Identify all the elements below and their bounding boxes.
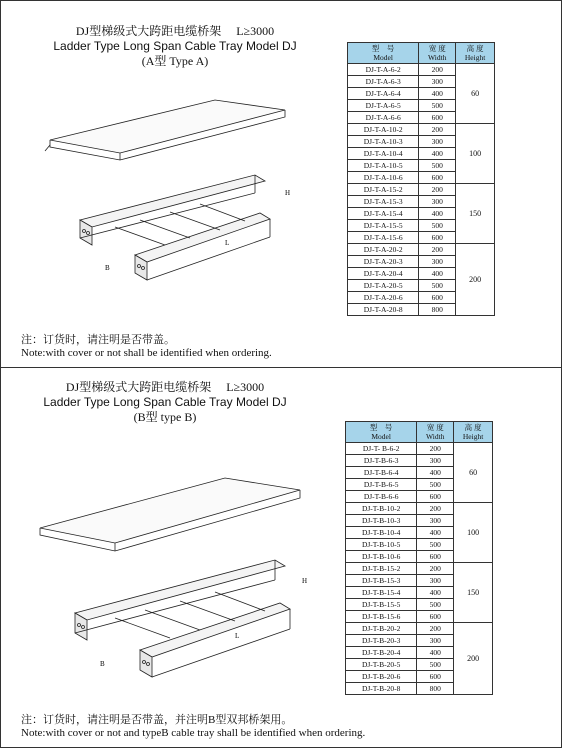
section-type-b [0, 368, 562, 748]
note-cn: 注：订货时，请注明是否带盖，并注明B型双邦桥架用。 [21, 714, 293, 726]
cell-width: 500 [417, 479, 454, 491]
cell-model: DJ-T-B-15-5 [346, 599, 417, 611]
cell-height: 100 [454, 503, 493, 563]
cell-model: DJ-T-A-20-4 [348, 268, 419, 280]
table-row [348, 124, 495, 136]
cell-width: 300 [417, 515, 454, 527]
cell-width: 800 [417, 683, 454, 695]
cell-width: 500 [417, 539, 454, 551]
cell-width: 400 [419, 268, 456, 280]
cell-width: 500 [419, 220, 456, 232]
col-header-width [417, 422, 454, 443]
cell-model: DJ-T-B-6-4 [346, 467, 417, 479]
title-type: (A型 Type A) [141, 54, 209, 68]
cell-model: DJ-T-B-10-4 [346, 527, 417, 539]
cell-model: DJ-T-A-10-3 [348, 136, 419, 148]
header-height-en: Height [464, 53, 486, 62]
ordering-note [21, 334, 272, 360]
cell-model: DJ-T-A-6-3 [348, 76, 419, 88]
cell-width: 300 [419, 136, 456, 148]
col-header-height [456, 43, 495, 64]
col-header-model [346, 422, 417, 443]
cell-model: DJ-T-A-20-2 [348, 244, 419, 256]
cell-width: 200 [417, 563, 454, 575]
cell-width: 200 [417, 503, 454, 515]
table-row [346, 503, 493, 515]
table-row [346, 623, 493, 635]
table-header-row [346, 422, 493, 443]
cell-height: 200 [454, 623, 493, 695]
cell-width: 300 [419, 196, 456, 208]
cell-model: DJ-T-B-6-3 [346, 455, 417, 467]
cell-width: 300 [419, 76, 456, 88]
cell-model: DJ-T-B-20-8 [346, 683, 417, 695]
cell-width: 600 [417, 671, 454, 683]
cell-width: 800 [419, 304, 456, 316]
dim-label-b: B [105, 264, 110, 272]
note-cn: 注：订货时，请注明是否带盖。 [21, 334, 175, 346]
spec-table [347, 42, 495, 316]
header-width-cn: 宽 度 [428, 44, 446, 53]
note-en: Note:with cover or not and typeB cable tray shall be identified when ordering. [21, 727, 366, 739]
cell-model: DJ-T-B-10-2 [346, 503, 417, 515]
cell-model: DJ-T-B-15-2 [346, 563, 417, 575]
cell-model: DJ-T-A-15-5 [348, 220, 419, 232]
cell-width: 400 [419, 88, 456, 100]
header-height-cn: 高 度 [464, 423, 482, 432]
ordering-note [21, 714, 365, 740]
cell-model: DJ-T-A-15-2 [348, 184, 419, 196]
cell-width: 200 [417, 623, 454, 635]
cell-height: 60 [454, 443, 493, 503]
cell-width: 300 [419, 256, 456, 268]
cell-width: 600 [417, 611, 454, 623]
dim-label-h: H [302, 577, 308, 585]
cell-width: 200 [419, 124, 456, 136]
cell-width: 400 [419, 148, 456, 160]
cable-tray-illustration [40, 95, 300, 295]
cell-width: 500 [417, 599, 454, 611]
title-cn: DJ型梯级式大跨距电缆桥架 L≥3000 [65, 380, 265, 394]
header-width-en: Width [426, 432, 445, 441]
cell-model: DJ-T-B-15-6 [346, 611, 417, 623]
cell-width: 600 [419, 112, 456, 124]
cell-width: 600 [417, 491, 454, 503]
cell-model: DJ-T-B-6-6 [346, 491, 417, 503]
cell-width: 200 [419, 184, 456, 196]
cell-model: DJ-T-A-10-4 [348, 148, 419, 160]
section-type-a [0, 0, 562, 367]
title-cn: DJ型梯级式大跨距电缆桥架 L≥3000 [75, 24, 275, 38]
cell-width: 400 [417, 527, 454, 539]
dim-label-b: B [100, 660, 105, 668]
cell-height: 60 [456, 64, 495, 124]
cell-model: DJ-T- B-6-2 [346, 443, 417, 455]
col-header-model [348, 43, 419, 64]
title-type: (B型 type B) [133, 410, 197, 424]
table-header-row [348, 43, 495, 64]
cell-model: DJ-T-A-6-5 [348, 100, 419, 112]
dim-label-l: L [235, 632, 240, 640]
spec-table [345, 421, 493, 695]
cell-model: DJ-T-B-15-4 [346, 587, 417, 599]
cell-height: 150 [454, 563, 493, 623]
cell-width: 500 [419, 280, 456, 292]
cell-width: 600 [419, 172, 456, 184]
cell-model: DJ-T-B-10-5 [346, 539, 417, 551]
cell-model: DJ-T-A-6-2 [348, 64, 419, 76]
header-model-en: Model [373, 53, 393, 62]
cell-model: DJ-T-A-10-5 [348, 160, 419, 172]
title-en: Ladder Type Long Span Cable Tray Model DJ [53, 39, 297, 53]
cell-width: 400 [417, 467, 454, 479]
cell-model: DJ-T-B-20-6 [346, 671, 417, 683]
cell-width: 300 [417, 575, 454, 587]
header-width-en: Width [428, 53, 447, 62]
section-title [30, 24, 320, 69]
cell-model: DJ-T-A-20-5 [348, 280, 419, 292]
header-height-en: Height [462, 432, 484, 441]
cell-width: 400 [417, 587, 454, 599]
cell-width: 400 [419, 208, 456, 220]
col-header-width [419, 43, 456, 64]
cell-model: DJ-T-A-10-2 [348, 124, 419, 136]
cell-model: DJ-T-B-10-3 [346, 515, 417, 527]
cell-height: 100 [456, 124, 495, 184]
cell-height: 200 [456, 244, 495, 316]
table-row [348, 244, 495, 256]
cell-model: DJ-T-A-6-4 [348, 88, 419, 100]
header-width-cn: 宽 度 [426, 423, 444, 432]
table-row [348, 64, 495, 76]
cell-width: 400 [417, 647, 454, 659]
cell-model: DJ-T-A-20-6 [348, 292, 419, 304]
dim-label-l: L [225, 239, 230, 247]
cell-model: DJ-T-A-6-6 [348, 112, 419, 124]
cell-width: 200 [419, 64, 456, 76]
cell-model: DJ-T-B-20-2 [346, 623, 417, 635]
header-model-cn: 型 号 [371, 44, 395, 53]
table-row [346, 563, 493, 575]
header-model-cn: 型 号 [369, 423, 393, 432]
cell-model: DJ-T-A-20-8 [348, 304, 419, 316]
cell-width: 200 [417, 443, 454, 455]
cell-width: 600 [419, 292, 456, 304]
col-header-height [454, 422, 493, 443]
cell-model: DJ-T-A-10-6 [348, 172, 419, 184]
cell-model: DJ-T-B-10-6 [346, 551, 417, 563]
cell-width: 500 [417, 659, 454, 671]
dim-label-h: H [285, 189, 291, 197]
title-en: Ladder Type Long Span Cable Tray Model DJ [43, 395, 287, 409]
header-model-en: Model [371, 432, 391, 441]
cell-model: DJ-T-B-15-3 [346, 575, 417, 587]
cell-width: 300 [417, 635, 454, 647]
cell-model: DJ-T-A-20-3 [348, 256, 419, 268]
cell-width: 600 [417, 551, 454, 563]
cell-width: 500 [419, 160, 456, 172]
cell-model: DJ-T-A-15-3 [348, 196, 419, 208]
table-row [348, 184, 495, 196]
cell-width: 200 [419, 244, 456, 256]
section-title [20, 380, 310, 425]
cell-width: 300 [417, 455, 454, 467]
table-row [346, 443, 493, 455]
cell-model: DJ-T-B-20-4 [346, 647, 417, 659]
cell-width: 600 [419, 232, 456, 244]
header-height-cn: 高 度 [466, 44, 484, 53]
cell-height: 150 [456, 184, 495, 244]
cell-model: DJ-T-B-6-5 [346, 479, 417, 491]
cell-model: DJ-T-B-20-3 [346, 635, 417, 647]
cell-model: DJ-T-A-15-4 [348, 208, 419, 220]
cell-width: 500 [419, 100, 456, 112]
cell-model: DJ-T-A-15-6 [348, 232, 419, 244]
note-en: Note:with cover or not shall be identified when ordering. [21, 347, 272, 359]
cell-model: DJ-T-B-20-5 [346, 659, 417, 671]
cable-tray-illustration [30, 468, 320, 688]
